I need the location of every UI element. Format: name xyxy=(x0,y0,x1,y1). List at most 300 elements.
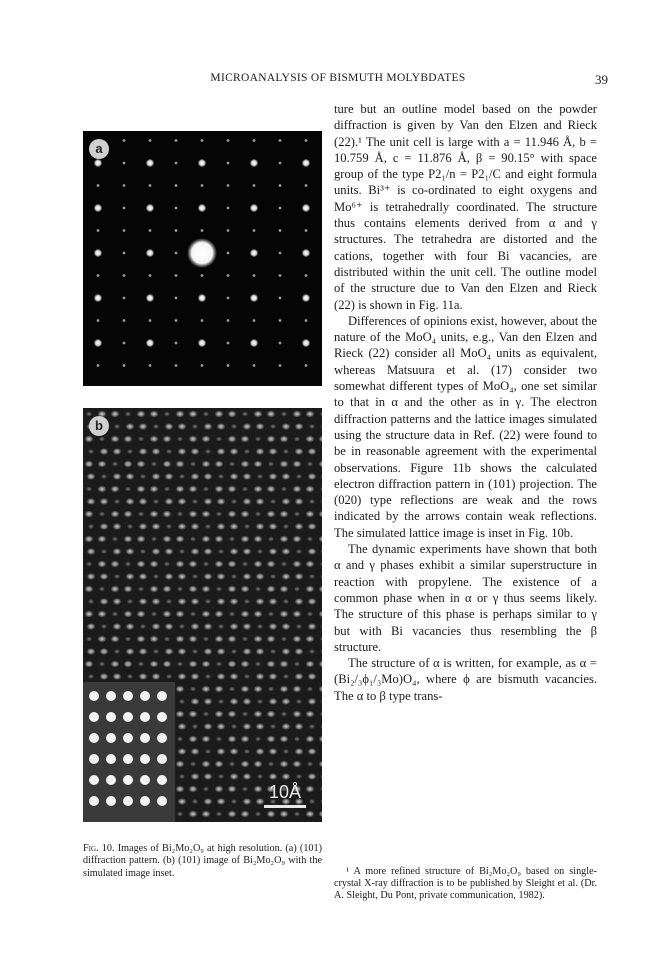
lattice-dot xyxy=(175,610,184,617)
lattice-dot xyxy=(216,811,222,816)
lattice-dot xyxy=(268,698,277,705)
lattice-dot xyxy=(192,799,198,804)
lattice-dot xyxy=(257,624,263,629)
diffraction-spot xyxy=(146,294,154,302)
lattice-dot xyxy=(203,786,209,791)
lattice-dot xyxy=(253,685,262,692)
lattice-dot xyxy=(281,423,290,430)
lattice-dot xyxy=(175,760,184,767)
diffraction-spot xyxy=(123,162,126,165)
lattice-dot xyxy=(123,535,132,542)
lattice-dot xyxy=(86,561,92,566)
lattice-dot xyxy=(227,560,236,567)
lattice-dot xyxy=(177,523,186,530)
lattice-dot xyxy=(229,598,238,605)
lattice-dot xyxy=(309,424,315,429)
lattice-dot xyxy=(294,723,303,730)
lattice-dot xyxy=(86,411,92,416)
diffraction-spot xyxy=(279,139,282,142)
lattice-dot xyxy=(253,635,262,642)
lattice-dot xyxy=(84,610,93,617)
lattice-dot xyxy=(203,648,212,655)
diffraction-pattern-image xyxy=(83,131,322,386)
lattice-dot xyxy=(153,424,159,429)
lattice-dot xyxy=(216,498,225,505)
simulated-lattice-dot xyxy=(89,775,99,785)
diffraction-spot xyxy=(279,184,282,187)
diffraction-spot xyxy=(146,249,154,257)
lattice-dot xyxy=(257,474,263,479)
lattice-dot xyxy=(255,648,264,655)
lattice-dot xyxy=(164,423,173,430)
lattice-dot xyxy=(138,436,144,441)
lattice-dot xyxy=(97,560,106,567)
diffraction-spot xyxy=(227,364,230,367)
lattice-dot xyxy=(136,560,145,567)
caption-label: Fig. 10. xyxy=(83,843,115,854)
lattice-dot xyxy=(188,435,197,442)
lattice-dot xyxy=(240,585,249,592)
lattice-dot xyxy=(279,685,288,692)
lattice-dot xyxy=(125,623,134,630)
lattice-dot xyxy=(99,661,105,666)
diffraction-spot xyxy=(253,364,256,367)
lattice-dot xyxy=(162,660,171,667)
lattice-dot xyxy=(164,548,173,555)
lattice-dot xyxy=(99,511,105,516)
lattice-dot xyxy=(244,524,250,529)
lattice-dot xyxy=(255,498,264,505)
lattice-dot xyxy=(125,561,131,566)
diffraction-spot xyxy=(123,342,126,345)
lattice-dot xyxy=(283,749,289,754)
lattice-dot xyxy=(255,736,261,741)
lattice-dot xyxy=(268,773,277,780)
diffraction-spot xyxy=(279,319,282,322)
lattice-dot xyxy=(255,586,261,591)
lattice-dot xyxy=(294,498,303,505)
lattice-dot xyxy=(255,448,264,455)
lattice-dot xyxy=(266,510,275,517)
footnote xyxy=(334,866,597,903)
diffraction-spot xyxy=(305,139,308,142)
lattice-dot xyxy=(149,560,158,567)
lattice-dot xyxy=(216,661,222,666)
lattice-dot xyxy=(240,735,249,742)
lattice-dot xyxy=(114,499,120,504)
central-beam-spot xyxy=(187,238,217,268)
lattice-dot xyxy=(281,561,287,566)
lattice-dot xyxy=(309,499,315,504)
lattice-dot xyxy=(229,686,235,691)
lattice-dot xyxy=(112,448,121,455)
simulated-lattice-dot xyxy=(123,733,133,743)
lattice-dot xyxy=(309,649,315,654)
lattice-dot xyxy=(218,699,224,704)
diffraction-spot xyxy=(175,274,178,277)
lattice-dot xyxy=(307,523,316,530)
lattice-dot xyxy=(255,748,264,755)
lattice-dot xyxy=(307,773,316,780)
lattice-dot xyxy=(242,423,251,430)
simulated-lattice-dot xyxy=(157,733,167,743)
lattice-dot xyxy=(164,623,173,630)
lattice-dot xyxy=(179,474,185,479)
lattice-dot xyxy=(114,649,120,654)
lattice-dot xyxy=(244,674,250,679)
lattice-dot xyxy=(242,711,248,716)
diffraction-spot xyxy=(175,139,178,142)
lattice-dot xyxy=(138,511,144,516)
lattice-dot xyxy=(203,423,212,430)
diffraction-spot xyxy=(253,229,256,232)
diffraction-spot xyxy=(175,207,178,210)
lattice-dot xyxy=(110,485,119,492)
lattice-dot xyxy=(188,810,197,817)
diffraction-spot xyxy=(250,159,258,167)
paragraph-3: The dynamic experiments have shown that both α and γ phases exhibit a similar superstructure in reaction with propylene. The existence of a common phase when in α or γ thus seems likely. The structure of this phase is perhaps similar to γ but with Bi vacancies thus resembling the β structure. xyxy=(334,542,597,654)
caption-body: Images of Bi₂Mo₂O₉ at high resolution. (a) (101) diffraction pattern. (b) (101) image of Bi₂Mo₂O₉ with the simulated image inset. xyxy=(83,843,322,879)
diffraction-spot xyxy=(279,342,282,345)
lattice-dot xyxy=(188,560,197,567)
lattice-dot xyxy=(218,549,224,554)
lattice-dot xyxy=(136,635,145,642)
lattice-dot xyxy=(305,510,314,517)
lattice-dot xyxy=(268,611,274,616)
diffraction-spot xyxy=(97,184,100,187)
lattice-dot xyxy=(136,535,145,542)
lattice-dot xyxy=(110,635,119,642)
lattice-dot xyxy=(281,648,290,655)
diffraction-spot xyxy=(279,252,282,255)
diffraction-spot xyxy=(227,229,230,232)
lattice-dot xyxy=(151,448,160,455)
lattice-dot xyxy=(281,473,290,480)
lattice-dot xyxy=(257,774,263,779)
diffraction-spot xyxy=(146,159,154,167)
lattice-dot xyxy=(270,499,276,504)
lattice-dot xyxy=(229,611,235,616)
lattice-dot xyxy=(266,710,275,717)
lattice-dot xyxy=(279,460,288,467)
lattice-dot xyxy=(203,623,212,630)
diffraction-spot xyxy=(201,184,204,187)
lattice-dot xyxy=(242,636,248,641)
lattice-dot xyxy=(114,424,120,429)
diffraction-spot xyxy=(253,319,256,322)
lattice-dot xyxy=(307,536,313,541)
diffraction-spot xyxy=(302,159,310,167)
lattice-dot xyxy=(138,586,144,591)
lattice-dot xyxy=(266,635,275,642)
lattice-dot xyxy=(244,449,250,454)
lattice-dot xyxy=(279,660,288,667)
lattice-dot xyxy=(162,435,171,442)
lattice-dot xyxy=(231,424,237,429)
diffraction-spot xyxy=(227,162,230,165)
lattice-dot xyxy=(190,598,199,605)
lattice-dot xyxy=(281,486,287,491)
lattice-dot xyxy=(227,785,236,792)
lattice-dot xyxy=(227,635,236,642)
lattice-dot xyxy=(294,523,303,530)
simulated-lattice-dot xyxy=(106,775,116,785)
lattice-dot xyxy=(164,473,173,480)
lattice-dot xyxy=(281,636,287,641)
lattice-dot xyxy=(216,748,225,755)
lattice-dot xyxy=(253,760,262,767)
diffraction-spot xyxy=(250,339,258,347)
lattice-dot xyxy=(255,511,261,516)
lattice-image xyxy=(83,408,322,822)
lattice-dot xyxy=(177,436,183,441)
lattice-dot xyxy=(283,524,289,529)
lattice-dot xyxy=(84,460,93,467)
lattice-dot xyxy=(162,460,171,467)
diffraction-spot xyxy=(149,364,152,367)
lattice-dot xyxy=(294,748,303,755)
lattice-dot xyxy=(123,510,132,517)
lattice-dot xyxy=(203,486,209,491)
diffraction-spot xyxy=(123,364,126,367)
lattice-dot xyxy=(86,573,95,580)
simulated-lattice-dot xyxy=(89,796,99,806)
lattice-dot xyxy=(229,448,238,455)
lattice-dot xyxy=(99,586,105,591)
lattice-dot xyxy=(255,811,261,816)
lattice-dot xyxy=(177,736,183,741)
lattice-dot xyxy=(110,435,119,442)
panel-b-label: b xyxy=(89,416,109,436)
lattice-dot xyxy=(294,436,300,441)
lattice-dot xyxy=(203,698,212,705)
scale-bar-line xyxy=(264,805,306,808)
lattice-dot xyxy=(149,660,158,667)
lattice-dot xyxy=(86,648,95,655)
lattice-dot xyxy=(162,585,171,592)
lattice-dot xyxy=(229,761,235,766)
lattice-dot xyxy=(218,474,224,479)
lattice-dot xyxy=(227,735,236,742)
lattice-dot xyxy=(281,498,290,505)
lattice-dot xyxy=(175,560,184,567)
lattice-dot xyxy=(266,735,275,742)
lattice-dot xyxy=(127,524,133,529)
lattice-dot xyxy=(242,786,248,791)
diffraction-spot xyxy=(302,249,310,257)
lattice-dot xyxy=(112,523,121,530)
lattice-dot xyxy=(190,761,196,766)
lattice-dot xyxy=(231,724,237,729)
lattice-dot xyxy=(268,686,274,691)
lattice-dot xyxy=(140,624,146,629)
lattice-dot xyxy=(166,674,172,679)
lattice-dot xyxy=(149,510,158,517)
lattice-dot xyxy=(305,660,314,667)
lattice-dot xyxy=(307,473,316,480)
lattice-dot xyxy=(266,435,275,442)
lattice-dot xyxy=(253,535,262,542)
lattice-dot xyxy=(201,810,210,817)
lattice-dot xyxy=(281,723,290,730)
body-text-column xyxy=(334,101,597,704)
lattice-dot xyxy=(125,486,131,491)
lattice-dot xyxy=(305,785,314,792)
lattice-dot xyxy=(294,648,303,655)
lattice-dot xyxy=(216,523,225,530)
lattice-dot xyxy=(177,673,186,680)
lattice-dot xyxy=(201,735,210,742)
lattice-dot xyxy=(188,785,197,792)
lattice-dot xyxy=(112,473,121,480)
diffraction-spot xyxy=(94,159,102,167)
lattice-dot xyxy=(216,798,225,805)
lattice-dot xyxy=(279,610,288,617)
lattice-dot xyxy=(177,723,186,730)
lattice-dot xyxy=(296,474,302,479)
lattice-dot xyxy=(138,573,147,580)
diffraction-spot xyxy=(123,252,126,255)
lattice-dot xyxy=(179,624,185,629)
lattice-dot xyxy=(164,561,170,566)
diffraction-spot xyxy=(97,229,100,232)
simulated-lattice-dot xyxy=(89,733,99,743)
lattice-dot xyxy=(177,423,186,430)
lattice-dot xyxy=(292,560,301,567)
lattice-dot xyxy=(268,748,277,755)
lattice-dot xyxy=(203,798,212,805)
lattice-dot xyxy=(86,636,92,641)
lattice-dot xyxy=(281,698,290,705)
lattice-dot xyxy=(149,485,158,492)
page-number: 39 xyxy=(595,72,608,87)
lattice-dot xyxy=(138,673,147,680)
lattice-dot xyxy=(175,535,184,542)
lattice-dot xyxy=(112,623,121,630)
lattice-dot xyxy=(88,599,94,604)
lattice-dot xyxy=(179,699,185,704)
lattice-dot xyxy=(216,723,225,730)
lattice-dot xyxy=(86,548,95,555)
diffraction-spot xyxy=(123,184,126,187)
lattice-dot xyxy=(214,485,223,492)
lattice-dot xyxy=(138,661,144,666)
lattice-dot xyxy=(229,698,238,705)
lattice-dot xyxy=(255,673,264,680)
diffraction-spot xyxy=(253,184,256,187)
lattice-dot xyxy=(101,624,107,629)
lattice-dot xyxy=(283,674,289,679)
lattice-dot xyxy=(216,423,225,430)
lattice-dot xyxy=(307,761,313,766)
lattice-dot xyxy=(97,610,106,617)
lattice-dot xyxy=(216,648,225,655)
lattice-dot xyxy=(242,773,251,780)
lattice-dot xyxy=(305,635,314,642)
lattice-dot xyxy=(294,811,300,816)
diffraction-spot xyxy=(305,184,308,187)
simulated-lattice-dot xyxy=(157,691,167,701)
lattice-dot xyxy=(292,410,301,417)
lattice-dot xyxy=(164,648,173,655)
diffraction-spot xyxy=(198,339,206,347)
diffraction-spot xyxy=(227,342,230,345)
lattice-dot xyxy=(177,448,186,455)
lattice-dot xyxy=(255,523,264,530)
lattice-dot xyxy=(283,599,289,604)
simulated-lattice-dot xyxy=(106,754,116,764)
lattice-dot xyxy=(99,498,108,505)
lattice-dot xyxy=(114,574,120,579)
diffraction-spot xyxy=(94,339,102,347)
lattice-dot xyxy=(188,485,197,492)
diffraction-spot xyxy=(279,207,282,210)
lattice-dot xyxy=(227,810,236,817)
lattice-dot xyxy=(296,699,302,704)
lattice-dot xyxy=(305,710,314,717)
lattice-dot xyxy=(240,510,249,517)
lattice-dot xyxy=(242,723,251,730)
lattice-dot xyxy=(257,699,263,704)
lattice-dot xyxy=(188,410,197,417)
lattice-dot xyxy=(164,486,170,491)
diffraction-spot xyxy=(302,204,310,212)
lattice-dot xyxy=(151,536,157,541)
lattice-dot xyxy=(175,710,184,717)
lattice-dot xyxy=(216,673,225,680)
diffraction-spot xyxy=(201,319,204,322)
lattice-dot xyxy=(151,548,160,555)
simulated-lattice-dot xyxy=(123,712,133,722)
lattice-dot xyxy=(84,435,93,442)
lattice-dot xyxy=(305,810,314,817)
diffraction-spot xyxy=(227,207,230,210)
lattice-dot xyxy=(253,710,262,717)
diffraction-spot xyxy=(279,229,282,232)
simulated-lattice-dot xyxy=(140,796,150,806)
lattice-dot xyxy=(305,410,314,417)
lattice-dot xyxy=(153,574,159,579)
lattice-dot xyxy=(270,424,276,429)
lattice-dot xyxy=(292,760,301,767)
lattice-dot xyxy=(253,785,262,792)
diffraction-spot xyxy=(97,319,100,322)
lattice-dot xyxy=(99,648,108,655)
lattice-dot xyxy=(84,660,93,667)
lattice-dot xyxy=(205,599,211,604)
lattice-dot xyxy=(138,648,147,655)
lattice-dot xyxy=(305,735,314,742)
lattice-dot xyxy=(136,410,145,417)
diffraction-spot xyxy=(149,184,152,187)
lattice-dot xyxy=(266,585,275,592)
lattice-dot xyxy=(214,710,223,717)
diffraction-spot xyxy=(302,339,310,347)
lattice-dot xyxy=(99,673,108,680)
diffraction-spot xyxy=(175,297,178,300)
lattice-dot xyxy=(151,623,160,630)
lattice-dot xyxy=(268,461,274,466)
lattice-dot xyxy=(292,485,301,492)
lattice-dot xyxy=(175,410,184,417)
lattice-dot xyxy=(177,598,186,605)
simulated-lattice-dot xyxy=(140,733,150,743)
lattice-dot xyxy=(127,449,133,454)
lattice-dot xyxy=(192,574,198,579)
lattice-dot xyxy=(166,524,172,529)
diffraction-spot xyxy=(198,294,206,302)
lattice-dot xyxy=(101,474,107,479)
